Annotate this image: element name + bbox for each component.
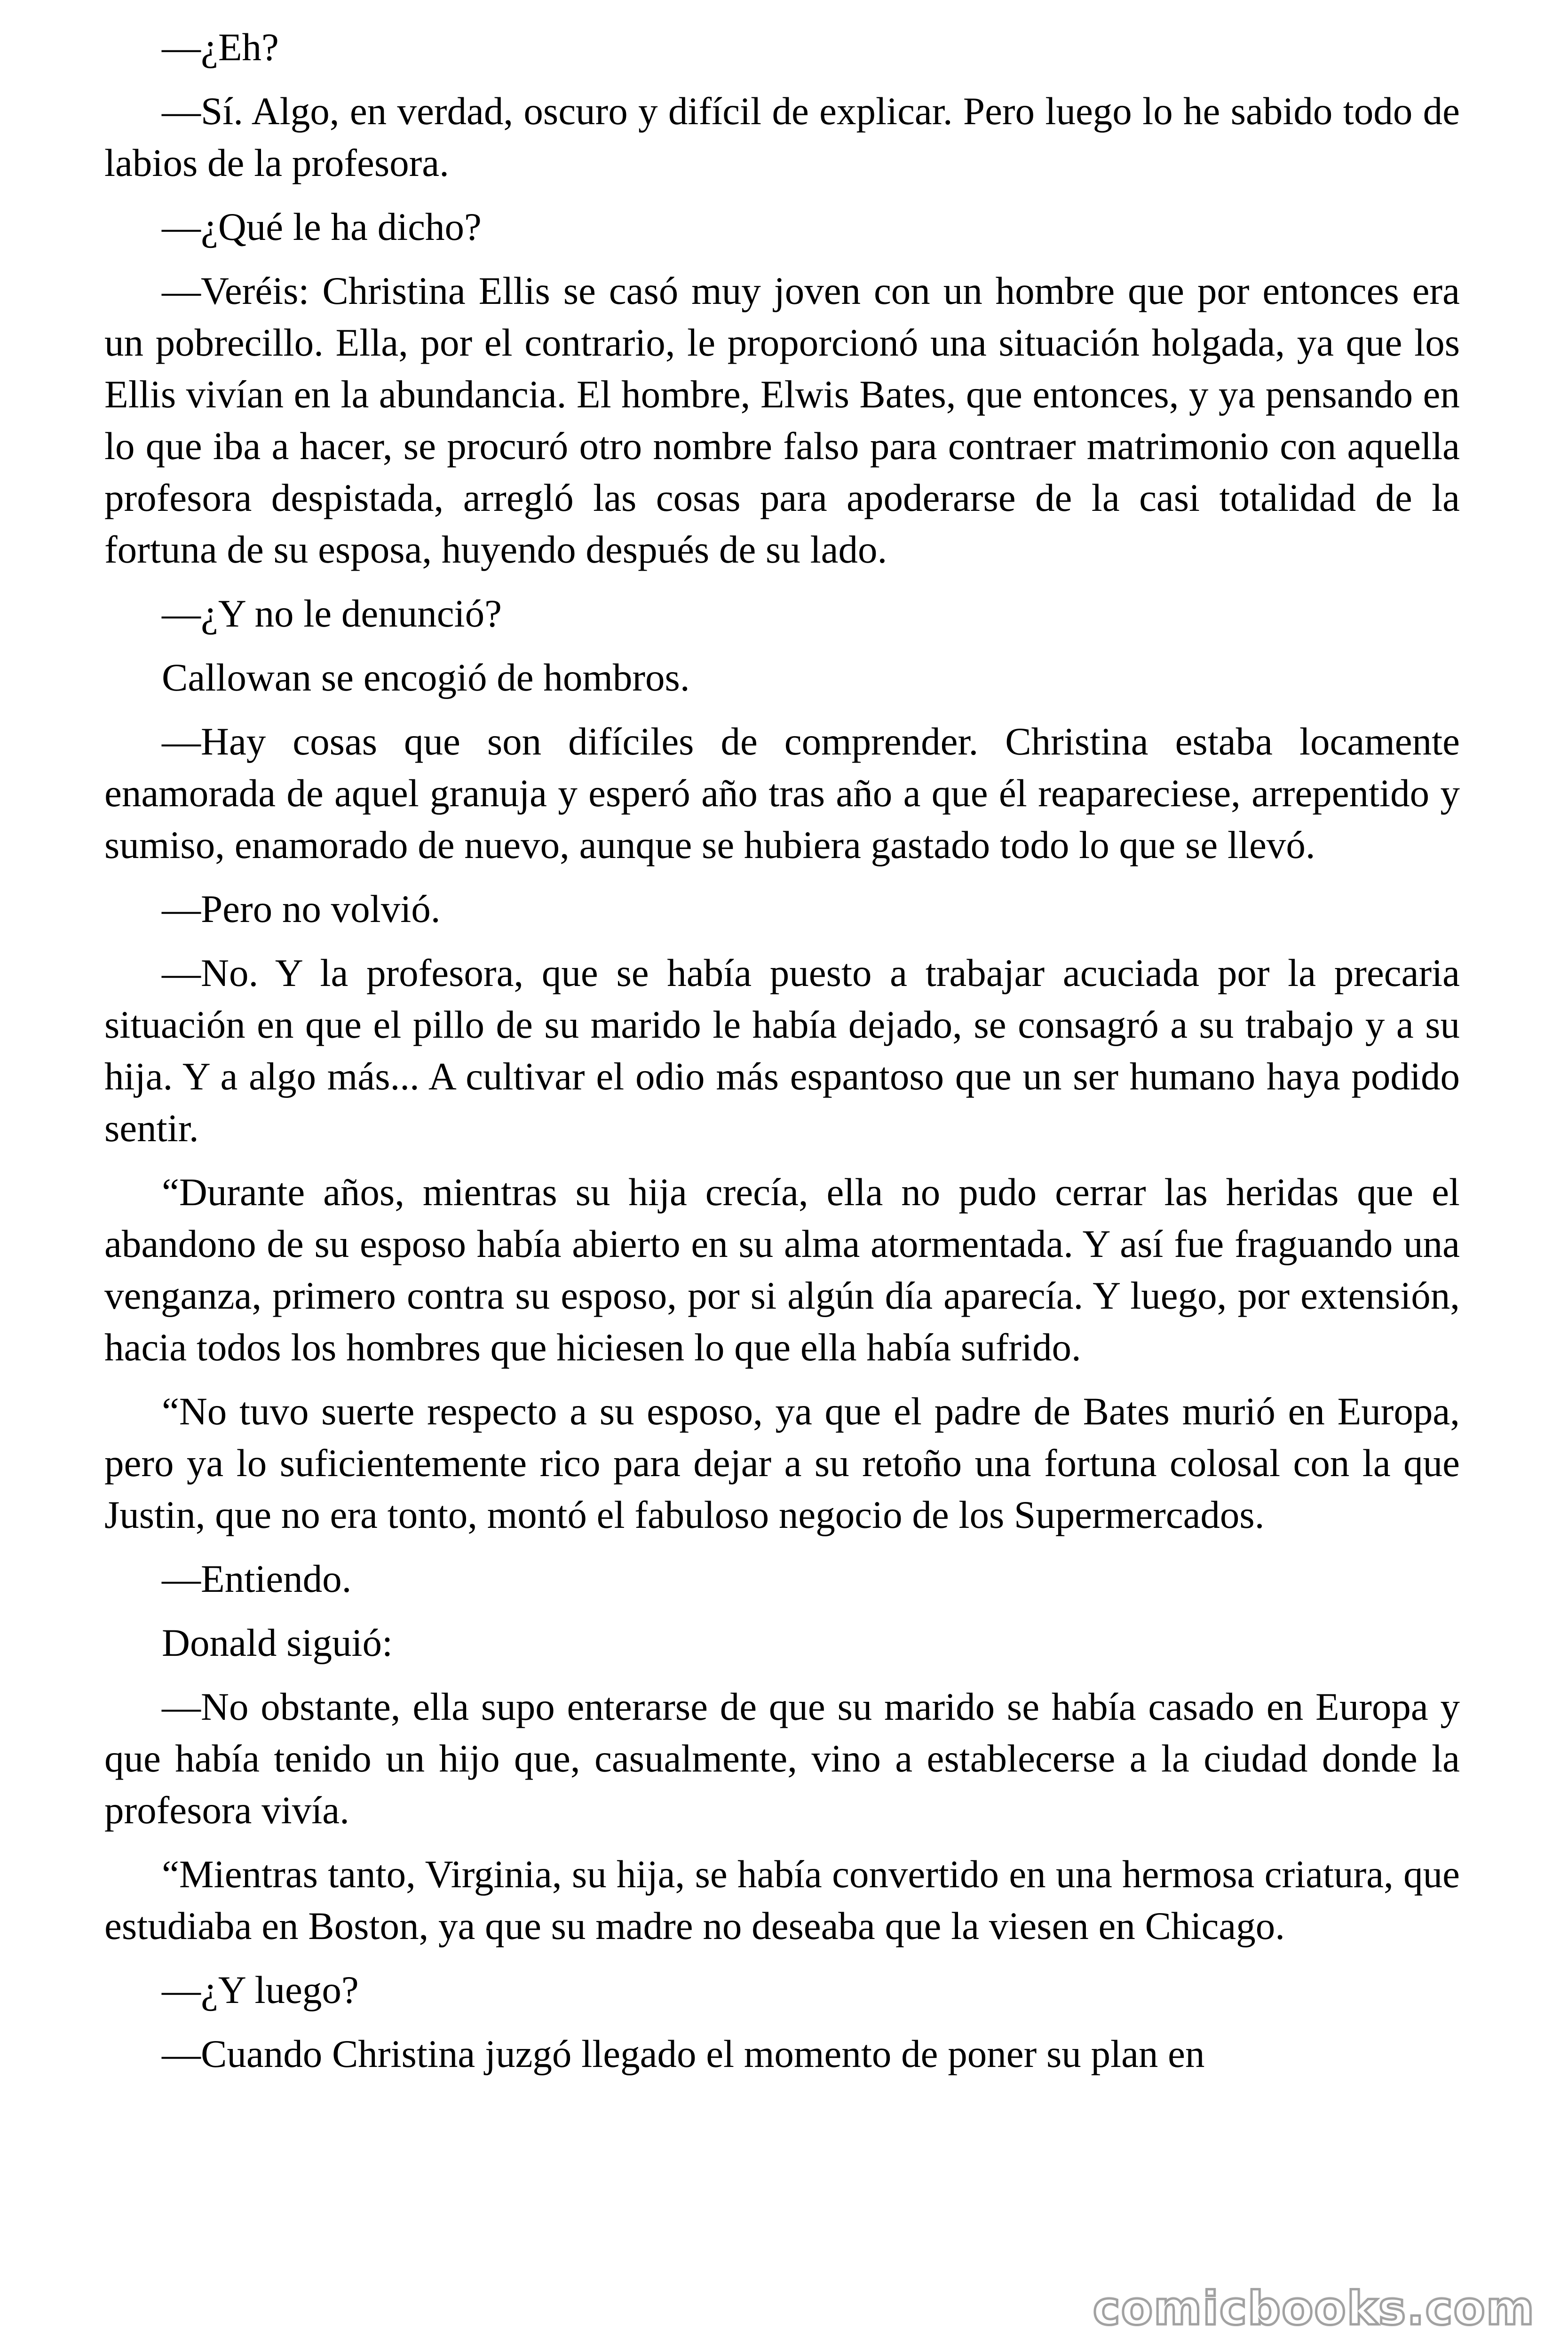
paragraph: —No. Y la profesora, que se había puesto a trabajar acuciada por la precaria situación en que el pillo de su marido le había dejado, se consagró a su trabajo y a su hija. Y a algo más... A cultivar el odio más espantoso que un ser humano haya podido sentir. — [104, 951, 1460, 1150]
watermark-logo: comicbooks.com — [1093, 2282, 1535, 2336]
paragraph: —Veréis: Christina Ellis se casó muy joven con un hombre que por entonces era un pobrecillo. Ella, por el contrario, le proporcionó una situación holgada, ya que los Ellis vivían en la abundancia. El hombre, Elwis Bates, que entonces, y ya pensando en lo que iba a hacer, se procuró otro nombre falso para contraer matrimonio con aquella profesora despistada, arregló las cosas para apoderarse de la casi totalidad de la fortuna de su esposa, huyendo después de su lado. — [104, 269, 1460, 571]
body-text — [104, 21, 1460, 2092]
paragraph: —¿Y no le denunció? — [162, 592, 502, 635]
paragraph: —Hay cosas que son difíciles de comprender. Christina estaba locamente enamorada de aquel granuja y esperó año tras año a que él reapareciese, arrepentido y sumiso, enamorado de nuevo, aunque se hubiera gastado todo lo que se llevó. — [104, 720, 1460, 866]
paragraph: —Sí. Algo, en verdad, oscuro y difícil de explicar. Pero luego lo he sabido todo de labios de la profesora. — [104, 89, 1460, 184]
paragraph: “Mientras tanto, Virginia, su hija, se había convertido en una hermosa criatura, que estudiaba en Boston, ya que su madre no deseaba que la viesen en Chicago. — [104, 1852, 1460, 1947]
paragraph: “No tuvo suerte respecto a su esposo, ya que el padre de Bates murió en Europa, pero ya lo suficientemente rico para dejar a su retoño una fortuna colosal con la que Justin, que no era tonto, montó el fabuloso negocio de los Supermercados. — [104, 1390, 1460, 1536]
paragraph: —Entiendo. — [162, 1557, 352, 1600]
paragraph: —¿Eh? — [162, 25, 279, 69]
paragraph: —No obstante, ella supo enterarse de que su marido se había casado en Europa y que había tenido un hijo que, casualmente, vino a establecerse a la ciudad donde la profesora vivía. — [104, 1685, 1460, 1832]
paragraph: —Cuando Christina juzgó llegado el momento de poner su plan en — [162, 2032, 1205, 2075]
paragraph: Callowan se encogió de hombros. — [162, 656, 690, 699]
paragraph: Donald siguió: — [162, 1621, 393, 1664]
paragraph: —¿Y luego? — [162, 1968, 359, 2011]
paragraph: —Pero no volvió. — [162, 887, 441, 930]
paragraph: “Durante años, mientras su hija crecía, ella no pudo cerrar las heridas que el abandono de su esposo había abierto en su alma atormentada. Y así fue fraguando una venganza, primero contra su esposo, por si algún día aparecía. Y luego, por extensión, hacia todos los hombres que hiciesen lo que ella había sufrido. — [104, 1170, 1460, 1369]
paragraph: —¿Qué le ha dicho? — [162, 205, 482, 248]
